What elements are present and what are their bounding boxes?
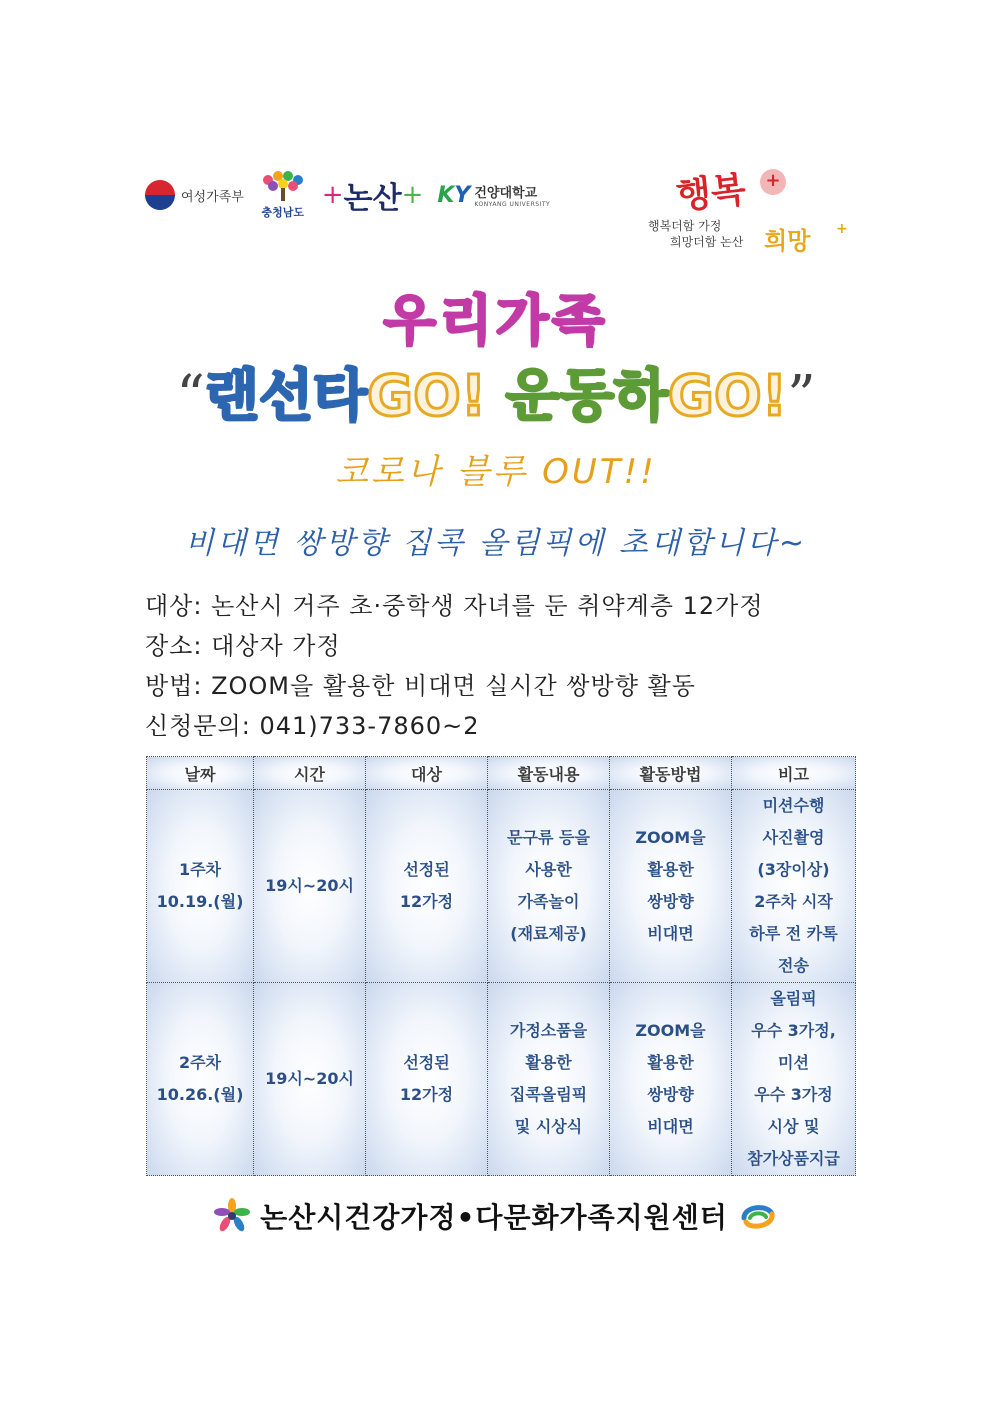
konyang-logo-text: 건양대학교 [474, 186, 538, 201]
plus-icon: + [760, 169, 786, 195]
cell-content: 가정소품을 활용한 집콕올림픽 및 시상식 [488, 983, 610, 1176]
title-part-lanseonta: 랜선타 [204, 364, 368, 429]
happy-logo-line1: 행복더함 가정 [648, 219, 722, 233]
happy-logo-line2: 희망더함 논산 [670, 235, 744, 249]
header-target: 대상 [366, 757, 488, 790]
header-content: 활동내용 [488, 757, 610, 790]
cell-time: 19시~20시 [254, 790, 366, 983]
cell-content: 문구류 등을 사용한 가족놀이 (재료제공) [488, 790, 610, 983]
swirl-logo-icon [738, 1200, 778, 1232]
cell-target: 선정된 12가정 [366, 983, 488, 1176]
nonsan-logo [322, 173, 424, 217]
flower-logo-icon [214, 1198, 250, 1234]
info-method: 방법: ZOOM을 활용한 비대면 실시간 쌍방향 활동 [145, 672, 696, 700]
cell-method: ZOOM을 활용한 쌍방향 비대면 [610, 790, 732, 983]
konyang-logo-subtext: KONYANG UNIVERSITY [474, 201, 551, 208]
cell-note: 미션수행 사진촬영 (3장이상) 2주차 시작 하루 전 카톡 전송 [732, 790, 856, 983]
header-note: 비고 [732, 757, 856, 790]
header-time: 시간 [254, 757, 366, 790]
quote-close: ” [787, 364, 816, 429]
happy-logo-mark: 행복 [674, 168, 748, 218]
cell-date: 2주차 10.26.(월) [147, 983, 254, 1176]
subtitle-corona-blue: 코로나 블루 OUT!! [335, 452, 657, 492]
title-event-name [0, 352, 992, 432]
quote-open: “ [176, 364, 205, 429]
plus-icon: + [401, 180, 424, 210]
plus-icon: + [836, 221, 848, 237]
subtitle-invitation: 비대면 쌍방향 집콕 올림픽에 초대합니다~ [185, 526, 807, 561]
header-date: 날짜 [147, 757, 254, 790]
info-contact: 신청문의: 041)733-7860~2 [145, 712, 480, 740]
schedule-table [146, 756, 856, 1176]
cell-date: 1주차 10.19.(월) [147, 790, 254, 983]
taegeuk-icon [145, 180, 175, 210]
cell-target: 선정된 12가정 [366, 790, 488, 983]
cell-time: 19시~20시 [254, 983, 366, 1176]
konyang-logo [437, 182, 550, 208]
cell-note: 올림픽 우수 3가정, 미션 우수 3가정 시상 및 참가상품지급 [732, 983, 856, 1176]
table-row [147, 983, 856, 1176]
table-row [147, 790, 856, 983]
title-part-go2: GO! [668, 364, 788, 429]
title-part-undongha: 운동하 [505, 364, 669, 429]
hope-logo-mark: 희망 [764, 226, 811, 255]
nonsan-logo-text: 논산 [343, 181, 402, 216]
info-place: 장소: 대상자 가정 [145, 632, 341, 660]
footer-center-name: 논산시건강가정•다문화가족지원센터 [260, 1201, 728, 1234]
footer-organization [0, 1196, 992, 1236]
chungnam-logo [258, 170, 308, 220]
mogef-logo-text: 여성가족부 [181, 189, 244, 205]
table-header-row [147, 757, 856, 790]
mogef-logo [145, 180, 244, 210]
title-part-go1: GO! [367, 364, 487, 429]
header-method: 활동방법 [610, 757, 732, 790]
happy-family-logo [648, 165, 858, 255]
info-target: 대상: 논산시 거주 초·중학생 자녀를 둔 취약계층 12가정 [145, 592, 764, 620]
tree-icon [258, 170, 308, 202]
cell-method: ZOOM을 활용한 쌍방향 비대면 [610, 983, 732, 1176]
sponsor-logos [145, 165, 564, 225]
plus-icon: + [321, 180, 344, 210]
chungnam-logo-text: 충청남도 [261, 206, 305, 219]
title-family: 우리가족 [383, 289, 609, 352]
ky-emblem-icon: KY [437, 182, 471, 208]
